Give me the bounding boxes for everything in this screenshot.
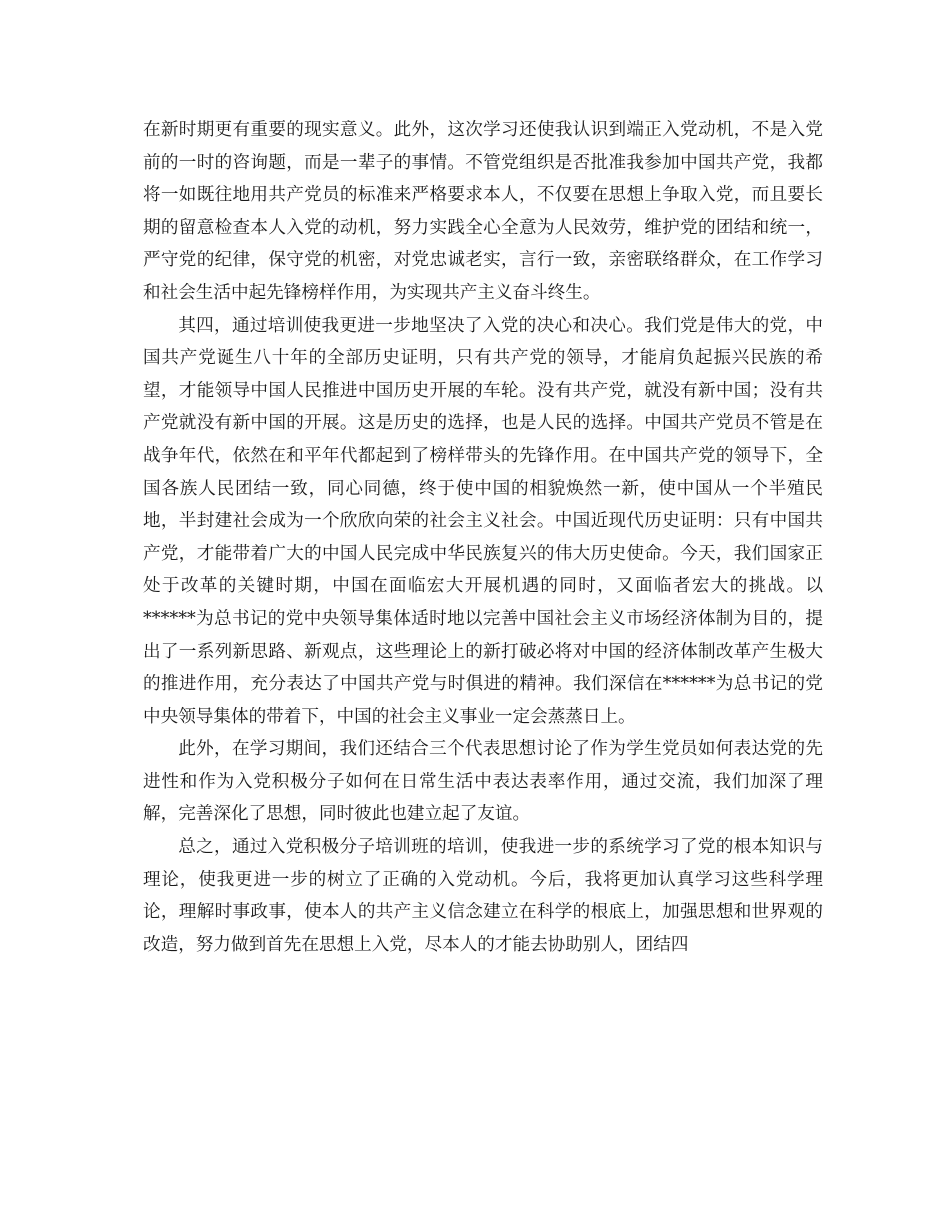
paragraph-4: 总之，通过入党积极分子培训班的培训，使我进一步的系统学习了党的根本知识与理论，使我更进一步的树立了正确的入党动机。今后，我将更加认真学习这些科学理论，理解时事政事，使本人的共产主义信念建立在科学的根底上，加强思想和世界观的改造，努力做到首先在思想上入党，尽本人的才能去协助别人，团结四	[143, 837, 823, 955]
paragraph-2: 其四，通过培训使我更进一步地坚决了入党的决心和决心。我们党是伟大的党，中国共产党诞生八十年的全部历史证明，只有共产党的领导，才能肩负起振兴民族的希望，才能领导中国人民推进中国历史开展的车轮。没有共产党，就没有新中国；没有共产党就没有新中国的开展。这是历史的选择，也是人民的选择。中国共产党员不管是在战争年代，依然在和平年代都起到了榜样带头的先锋作用。在中国共产党的领导下，全国各族人民团结一致，同心同德，终于使中国的相貌焕然一新，使中国从一个半殖民地，半封建社会成为一个欣欣向荣的社会主义社会。中国近现代历史证明：只有中国共产党，才能带着广大的中国人民完成中华民族复兴的伟大历史使命。今天，我们国家正处于改革的关键时期，中国在面临宏大开展机遇的同时，又面临者宏大的挑战。以******为总书记的党中央领导集体适时地以完善中国社会主义市场经济体制为目的，提出了一系列新思路、新观点，这些理论上的新打破必将对中国的经济体制改革产生极大的推进作用，充分表达了中国共产党与时俱进的精神。我们深信在******为总书记的党中央领导集体的带着下，中国的社会主义事业一定会蒸蒸日上。	[143, 315, 823, 727]
paragraph-3: 此外，在学习期间，我们还结合三个代表思想讨论了作为学生党员如何表达党的先进性和作为入党积极分子如何在日常生活中表达表率作用，通过交流，我们加深了理解，完善深化了思想，同时彼此也建立起了友谊。	[143, 739, 823, 825]
paragraph-1: 在新时期更有重要的现实意义。此外，这次学习还使我认识到端正入党动机，不是入党前的一时的咨询题，而是一辈子的事情。不管党组织是否批准我参加中国共产党，我都将一如既往地用共产党员的标准来严格要求本人，不仅要在思想上争取入党，而且要长期的留意检查本人入党的动机，努力实践全心全意为人民效劳，维护党的团结和统一，严守党的纪律，保守党的机密，对党忠诚老实，言行一致，亲密联络群众，在工作学习和社会生活中起先锋榜样作用，为实现共产主义奋斗终生。	[143, 120, 823, 303]
document-body	[143, 114, 823, 961]
